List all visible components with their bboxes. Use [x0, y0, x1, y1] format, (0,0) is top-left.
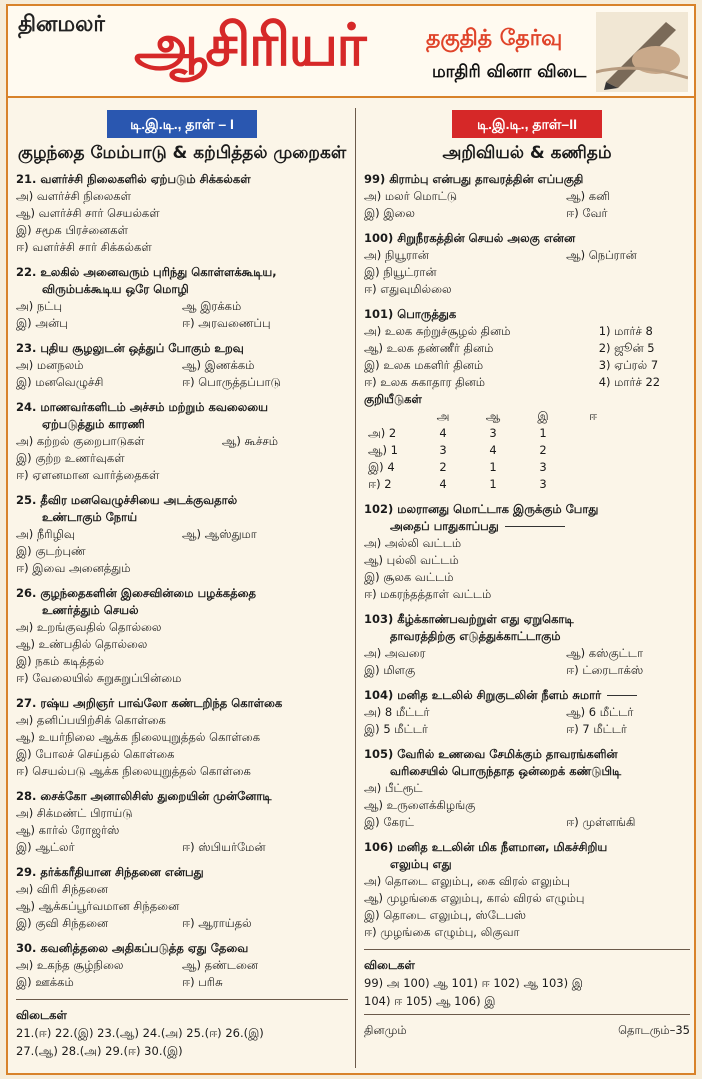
option: இ) குற்ற உணர்வுகள்: [16, 451, 125, 465]
option: இ) குவி சிந்தனை: [16, 916, 109, 930]
option: இ) சமூக பிரச்னைகள்: [16, 223, 129, 237]
code-col-header: இ: [537, 409, 549, 423]
answers-rule: [364, 949, 690, 950]
code-cell: 2: [439, 460, 447, 474]
code-cell: ஈ) 2: [368, 477, 392, 491]
question-30: [16, 940, 348, 991]
question-text: 104) மனித உடலில் சிறுகுடலின் நீளம் சுமார்: [364, 687, 690, 704]
option: ஈ) பரிசு: [182, 975, 223, 989]
paper-1-tag: டி.இ.டி., தாள் – I: [107, 110, 257, 138]
option: இ) நியூட்ரான்: [364, 265, 437, 279]
left-answers-heading: விடைகள்: [16, 1008, 67, 1022]
page-frame: [6, 4, 696, 1075]
code-cell: 3: [539, 460, 547, 474]
option: ஈ) வேலையில் சுறுசுறுப்பின்மை: [16, 671, 182, 685]
question-text: 102) மலரானது மொட்டாக இருக்கும் போது: [364, 502, 599, 516]
option: அ) தனிப்பயிற்சிக் கொள்கை: [16, 713, 166, 727]
page-footer: [364, 1023, 690, 1039]
answer-blank: [505, 526, 565, 527]
question-text: 28. சைக்கோ அனாலிசிஸ் துறையின் முன்னோடி: [16, 789, 272, 803]
option: ஆ) ஆஸ்துமா: [182, 527, 257, 541]
code-cell: 1: [489, 460, 497, 474]
code-cell: 2: [539, 443, 547, 457]
code-cell: 1: [489, 477, 497, 491]
question-text-cont: அதைப் பாதுகாப்பது: [364, 518, 690, 535]
option: அ) நீரிழிவு: [16, 527, 75, 541]
code-col-header: ஈ: [588, 409, 598, 423]
question-21: [16, 171, 348, 256]
question-99: [364, 171, 690, 222]
code-cell: 3: [539, 477, 547, 491]
option: இ) மனவெழுச்சி: [16, 375, 104, 389]
footer-right: தொடரும்–35: [618, 1023, 690, 1037]
option: அ) நட்பு: [16, 299, 63, 313]
code-cell: 4: [439, 477, 447, 491]
option: ஆ) ஆக்கப்பூர்வமான சிந்தனை: [16, 899, 180, 913]
option: ஈ) ஏளனமான வார்த்தைகள்: [16, 468, 160, 482]
code-cell: 3: [489, 426, 497, 440]
question-text-cont: ஏற்படுத்தும் காரணி: [42, 417, 145, 431]
page-title: ஆசிரியர்: [134, 11, 365, 79]
question-29: [16, 864, 348, 932]
column-divider: [355, 108, 356, 1068]
question-102: [364, 501, 690, 603]
option: ஆ) வளர்ச்சி சார் செயல்கள்: [16, 206, 160, 220]
code-col-header: அ: [436, 409, 450, 423]
code-cell: 1: [539, 426, 547, 440]
question-text: 103) கீழ்க்காண்பவற்றுள் எது ஏறுகொடி: [364, 612, 574, 626]
footer-left: தினமும்: [364, 1023, 407, 1037]
option: ஆ) புல்லி வட்டம்: [364, 553, 459, 567]
option: இ) கேரட்: [364, 815, 414, 829]
code-heading: குறியீடுகள்: [364, 392, 422, 406]
page-subtitle-2: மாதிரி வினா விடை: [432, 62, 587, 82]
question-text: 101) பொருத்துக: [364, 307, 457, 321]
option: இ) தொடை எலும்பு, ஸ்டேபஸ்: [364, 908, 526, 922]
code-cell: 4: [439, 426, 447, 440]
question-text-cont: உண்டாகும் நோய்: [42, 510, 138, 524]
question-104: [364, 687, 690, 738]
code-cell: 3: [439, 443, 447, 457]
option: ஈ) முள்ளங்கி: [566, 815, 636, 829]
option: அ) மலர் மொட்டு: [364, 189, 458, 203]
option: ஈ) ஆராய்தல்: [182, 916, 252, 930]
question-106: [364, 839, 690, 941]
option: ஆ இரக்கம்: [182, 299, 242, 313]
left-column: [16, 108, 348, 1060]
match-left: ஆ) உலக தண்ணீர் தினம்: [364, 341, 494, 355]
question-22: [16, 264, 348, 332]
question-text: 100) சிறுநீரகத்தின் செயல் அலகு என்ன: [364, 231, 576, 245]
option: ஆ) நெப்ரான்: [566, 248, 637, 262]
match-right: 2) ஜூன் 5: [598, 341, 655, 355]
question-text: 29. தர்க்கரீதியான சிந்தனை என்பது: [16, 865, 204, 879]
match-left: அ) உலக சுற்றுச்சூழல் தினம்: [364, 324, 511, 338]
option: அ) சிக்மண்ட் பிராய்டு: [16, 806, 133, 820]
question-text: 105) வேரில் உணவை சேமிக்கும் தாவரங்களின்: [364, 747, 618, 761]
match-right: 3) ஏப்ரல் 7: [598, 358, 659, 372]
footer-rule: [364, 1014, 690, 1015]
option: அ) விரி சிந்தனை: [16, 882, 108, 896]
question-text: 26. குழந்தைகளின் இசைவின்மை பழக்கத்தை: [16, 586, 256, 600]
left-answers-line-1: 21.(ஈ) 22.(இ) 23.(ஆ) 24.(அ) 25.(ஈ) 26.(இ): [16, 1026, 264, 1040]
left-subject-title: குழந்தை மேம்பாடு & கற்பித்தல் முறைகள்: [17, 143, 347, 163]
match-left: இ) உலக மகளிர் தினம்: [364, 358, 484, 372]
question-text: 106) மனித உடலின் மிக நீளமான, மிகச்சிறிய: [364, 840, 608, 854]
code-col-header: ஆ: [485, 409, 501, 423]
option: ஆ) உயர்நிலை ஆக்க நிலையுறுத்தல் கொள்கை: [16, 730, 261, 744]
question-23: [16, 340, 348, 391]
option: ஆ) முழங்கை எலும்பு, கால் விரல் எழும்பு: [364, 891, 585, 905]
left-answers-line-2: 27.(ஆ) 28.(அ) 29.(ஈ) 30.(இ): [16, 1044, 183, 1058]
option: ஆ) உருளைக்கிழங்கு: [364, 798, 476, 812]
question-text-cont: எலும்பு எது: [390, 857, 452, 871]
question-text-cont: தாவரத்திற்கு எடுத்துக்காட்டாகும்: [390, 629, 561, 643]
option: ஆ) இணக்கம்: [182, 358, 255, 372]
question-27: [16, 695, 348, 780]
option: ஈ) வளர்ச்சி சார் சிக்கல்கள்: [16, 240, 152, 254]
option: அ) வளர்ச்சி நிலைகள்: [16, 189, 132, 203]
paper-2-tag: டி.இ.டி., தாள்–II: [452, 110, 602, 138]
option: ஆ) கார்ல் ரோஜர்ஸ்: [16, 823, 120, 837]
option: அ) மனநலம்: [16, 358, 84, 372]
option: அ) பீட்ரூட்: [364, 781, 423, 795]
question-text: 25. தீவிர மனவெழுச்சியை அடக்குவதால்: [16, 493, 238, 507]
question-text: 30. கவனித்தலை அதிகப்படுத்த ஏது தேவை: [16, 941, 249, 955]
option: ஈ) பொருத்தப்பாடு: [182, 375, 281, 389]
code-cell: ஆ) 1: [368, 443, 399, 457]
right-answers-heading: விடைகள்: [364, 958, 415, 972]
option: ஈ) அரவணைப்பு: [182, 316, 271, 330]
answer-blank: [607, 695, 637, 696]
option: ஈ) வேர்: [566, 206, 608, 220]
question-26: [16, 585, 348, 687]
option: ஆ) உண்பதில் தொல்லை: [16, 637, 148, 651]
pen-hand-icon: [596, 12, 688, 92]
option: ஈ) மகரந்தத்தாள் வட்டம்: [364, 587, 492, 601]
answers-rule: [16, 999, 348, 1000]
right-subject-title: அறிவியல் & கணிதம்: [442, 143, 612, 163]
option: அ) அல்லி வட்டம்: [364, 536, 462, 550]
option: அ) 8 மீட்டர்: [364, 705, 430, 719]
option: ஆ) கனி: [566, 189, 610, 203]
option: ஈ) எதுவுமில்லை: [364, 282, 452, 296]
option: இ) 5 மீட்டர்: [364, 722, 428, 736]
code-col-header: [368, 408, 418, 425]
question-103: [364, 611, 690, 679]
question-text-cont: வரிசையில் பொருந்தாத ஒன்றைக் கண்டுபிடி: [390, 764, 622, 778]
option: அ) கற்றல் குறைபாடுகள்: [16, 434, 145, 448]
question-text: 23. புதிய சூழலுடன் ஒத்துப் போகும் உறவு: [16, 341, 244, 355]
option: ஆ) கூச்சம்: [221, 434, 279, 448]
question-25: [16, 492, 348, 577]
option: ஈ) ட்ரைடாக்ஸ்: [566, 663, 644, 677]
question-100: [364, 230, 690, 298]
option: ஈ) செயல்படு ஆக்க நிலையுறுத்தல் கொள்கை: [16, 764, 251, 778]
code-cell: அ) 2: [368, 426, 397, 440]
left-question-list: [16, 171, 348, 991]
code-cell: 4: [489, 443, 497, 457]
answer-code-table: [368, 408, 618, 493]
match-right: 4) மார்ச் 22: [598, 375, 661, 389]
option: இ) அன்பு: [16, 316, 68, 330]
option: அ) நியூரான்: [364, 248, 429, 262]
option: ஈ) 7 மீட்டர்: [566, 722, 627, 736]
option: அ) உகந்த சூழ்நிலை: [16, 958, 124, 972]
option: இ) ஊக்கம்: [16, 975, 74, 989]
option: இ) ஆட்லர்: [16, 840, 75, 854]
question-text: 99) கிராம்பு என்பது தாவரத்தின் எப்பகுதி: [364, 172, 584, 186]
right-answers-line-2: 104) ஈ 105) ஆ 106) இ: [364, 994, 496, 1008]
code-cell: இ) 4: [368, 460, 395, 474]
question-28: [16, 788, 348, 856]
right-answers-line-1: 99) அ 100) ஆ 101) ஈ 102) ஆ 103) இ: [364, 976, 583, 990]
option: ஈ) ஸ்பியர்மேன்: [182, 840, 266, 854]
option: ஈ) முழங்கை எழும்பு, லிகுவா: [364, 925, 520, 939]
page-subtitle: தகுதித் தேர்வு: [426, 26, 563, 51]
option: அ) தொடை எலும்பு, கை விரல் எலும்பு: [364, 874, 570, 888]
question-text-cont: விரும்பக்கூடிய ஒரே மொழி: [42, 282, 189, 296]
question-24: [16, 399, 348, 484]
question-text: 21. வளர்ச்சி நிலைகளில் ஏற்படும் சிக்கல்கள்: [16, 172, 251, 186]
option: அ) அவரை: [364, 646, 426, 660]
question-text: 24. மாணவர்களிடம் அச்சம் மற்றும் கவலையை: [16, 400, 269, 414]
question-text: 22. உலகில் அனைவரும் புரிந்து கொள்ளக்கூடிய,: [16, 265, 277, 279]
question-text: 27. ரஷ்ய அறிஞர் பாவ்லோ கண்டறிந்த கொள்கை: [16, 696, 283, 710]
right-column: [364, 108, 690, 1039]
brand-logo: தினமலர்: [18, 12, 105, 37]
question-105: [364, 746, 690, 831]
question-text-cont: உணர்த்தும் செயல்: [42, 603, 139, 617]
option: ஆ) 6 மீட்டர்: [566, 705, 634, 719]
masthead: [8, 6, 694, 98]
option: அ) உறங்குவதில் தொல்லை: [16, 620, 162, 634]
option: ஆ) தண்டனை: [182, 958, 258, 972]
option: இ) நகம் கடித்தல்: [16, 654, 105, 668]
option: இ) மிளகு: [364, 663, 416, 677]
option: ஈ) இவை அனைத்தும்: [16, 561, 131, 575]
match-right: 1) மார்ச் 8: [598, 324, 653, 338]
option: ஆ) கஸ்குட்டா: [566, 646, 643, 660]
option: இ) இலை: [364, 206, 415, 220]
option: இ) போலச் செய்தல் கொள்கை: [16, 747, 175, 761]
question-101: [364, 306, 690, 493]
option: இ) குடற்புண்: [16, 544, 86, 558]
match-left: ஈ) உலக சுகாதார தினம்: [364, 375, 486, 389]
option: இ) சூலக வட்டம்: [364, 570, 454, 584]
